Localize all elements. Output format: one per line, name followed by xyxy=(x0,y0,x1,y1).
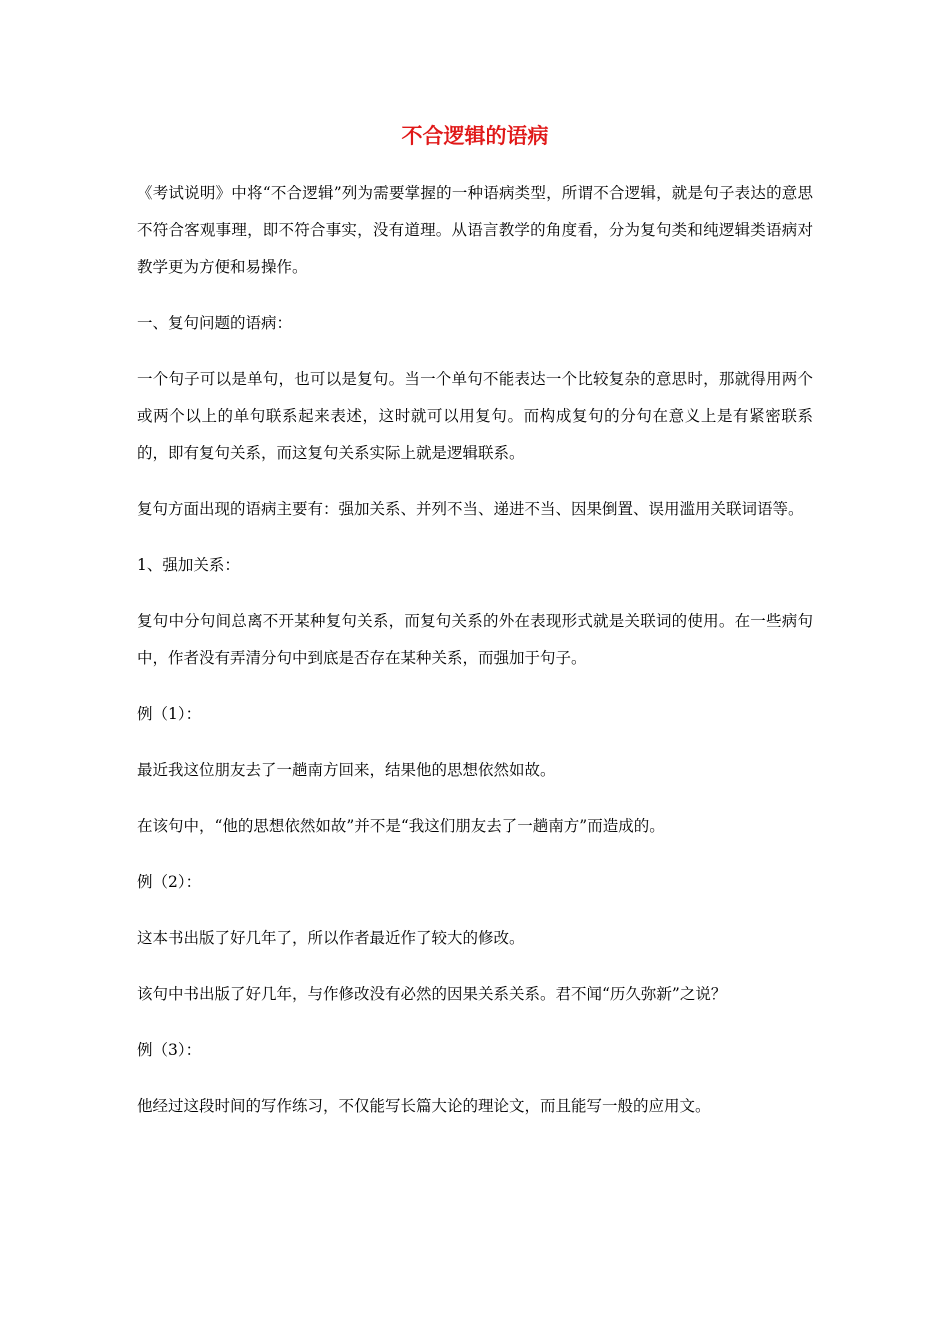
paragraph-compound-explanation: 一个句子可以是单句，也可以是复句。当一个单句不能表达一个比较复杂的意思时，那就得用两个或两个以上的单句联系起来表述，这时就可以用复句。而构成复句的分句在意义上是有紧密联系的，即有复句关系，而这复句关系实际上就是逻辑联系。 xyxy=(137,370,813,462)
paragraph-error-types: 复句方面出现的语病主要有：强加关系、并列不当、递进不当、因果倒置、误用滥用关联词语等。 xyxy=(137,500,804,518)
example-label-2: 例（2）： xyxy=(137,873,202,891)
document-title: 不合逻辑的语病 xyxy=(401,124,549,148)
example-sentence-1: 最近我这位朋友去了一趟南方回来，结果他的思想依然如故。 xyxy=(137,761,556,779)
example-sentence-2: 这本书出版了好几年了，所以作者最近作了较大的修改。 xyxy=(137,929,525,947)
section-heading-compound-sentence: 一、复句问题的语病： xyxy=(137,314,293,332)
example-label-3: 例（3）： xyxy=(137,1041,202,1059)
example-label-1: 例（1）： xyxy=(137,705,202,723)
example-analysis-2: 该句中书出版了好几年，与作修改没有必然的因果关系关系。君不闻“历久弥新”之说？ xyxy=(137,985,727,1003)
example-analysis-1: 在该句中，“他的思想依然如故”并不是“我这们朋友去了一趟南方”而造成的。 xyxy=(137,817,665,835)
document-body xyxy=(137,175,813,1144)
subheading-forced-relation: 1、强加关系： xyxy=(137,556,240,574)
paragraph-intro: 《考试说明》中将“不合逻辑”列为需要掌握的一种语病类型，所谓不合逻辑，就是句子表达的意思不符合客观事理，即不符合事实，没有道理。从语言教学的角度看，分为复句类和纯逻辑类语病对教学更为方便和易操作。 xyxy=(137,184,813,276)
example-sentence-3: 他经过这段时间的写作练习，不仅能写长篇大论的理论文，而且能写一般的应用文。 xyxy=(137,1097,711,1115)
paragraph-forced-relation-explanation: 复句中分句间总离不开某种复句关系，而复句关系的外在表现形式就是关联词的使用。在一些病句中，作者没有弄清分句中到底是否存在某种关系，而强加于句子。 xyxy=(137,612,813,667)
